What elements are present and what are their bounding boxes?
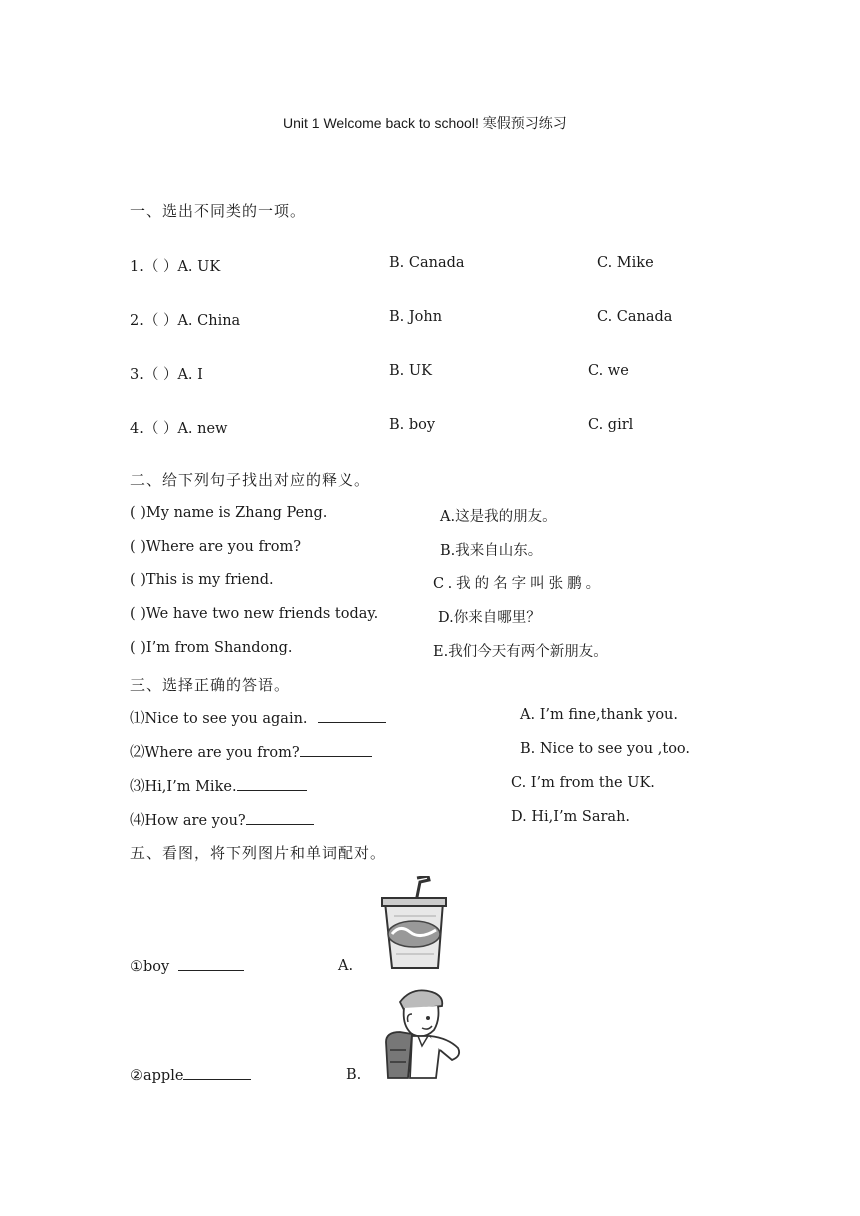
s2-row2-en: ( )Where are you from?	[130, 539, 302, 555]
s2-row4-cn: D.你来自哪里？	[438, 610, 541, 626]
answer-blank[interactable]	[237, 778, 307, 791]
s3-q1	[130, 707, 386, 728]
s2-row3-en: ( )This is my friend.	[130, 572, 274, 588]
s3-q1-text: ⑴Nice to see you again.	[130, 711, 308, 727]
s1-q1-a: 1.（ ）A. UK	[130, 259, 221, 275]
section2-heading: 二、给下列句子找出对应的释义。	[130, 471, 371, 489]
page-title: Unit 1 Welcome back to school! 寒假预习练习	[283, 115, 567, 131]
s3-a3: C. I’m from the UK.	[511, 775, 655, 791]
s3-q2	[130, 741, 372, 762]
s3-q2-text: ⑵Where are you from?	[130, 745, 300, 761]
s2-row3-cn: C.我的名字叫张鹏。	[433, 576, 605, 592]
cola-cup-picture	[380, 876, 450, 970]
answer-blank[interactable]	[300, 744, 372, 757]
s1-q2-b: B. John	[389, 309, 443, 325]
s3-a2: B. Nice to see you ,too.	[520, 741, 691, 757]
answer-blank[interactable]	[246, 812, 314, 825]
s3-q3	[130, 775, 307, 796]
s1-q4-c: C. girl	[588, 417, 634, 433]
s3-a4: D. Hi,I’m Sarah.	[511, 809, 631, 825]
s1-q1-c: C. Mike	[597, 255, 654, 271]
s2-row4-en: ( )We have two new friends today.	[130, 606, 379, 622]
section5-heading: 五、看图，将下列图片和单词配对。	[130, 844, 387, 862]
s1-q2-a: 2.（ ）A. China	[130, 313, 241, 329]
s5-item1-word: ①boy	[130, 959, 170, 975]
s3-q4-text: ⑷How are you?	[130, 813, 246, 829]
s5-item2	[130, 1067, 251, 1084]
s3-q3-text: ⑶Hi,I’m Mike.	[130, 779, 237, 795]
answer-blank[interactable]	[318, 710, 386, 723]
s5-item1-letter: A.	[338, 958, 354, 974]
s5-item1	[130, 958, 244, 975]
s1-q4-a: 4.（ ）A. new	[130, 421, 228, 437]
s5-item2-letter: B.	[346, 1067, 362, 1083]
answer-blank[interactable]	[183, 1067, 251, 1080]
boy-with-backpack-picture	[382, 984, 466, 1080]
section3-heading: 三、选择正确的答语。	[130, 676, 291, 694]
s1-q3-b: B. UK	[389, 363, 432, 379]
s2-row5-en: ( )I’m from Shandong.	[130, 640, 293, 656]
s1-q3-a: 3.（ ）A. I	[130, 367, 203, 383]
s1-q4-b: B. boy	[389, 417, 436, 433]
s1-q2-c: C. Canada	[597, 309, 673, 325]
s3-a1: A. I’m fine,thank you.	[520, 707, 678, 723]
s1-q1-b: B. Canada	[389, 255, 465, 271]
s2-row1-cn: A.这是我的朋友。	[440, 509, 557, 525]
s1-q3-c: C. we	[588, 363, 629, 379]
s2-row5-cn: E.我们今天有两个新朋友。	[433, 644, 608, 660]
answer-blank[interactable]	[178, 958, 244, 971]
s2-row2-cn: B.我来自山东。	[440, 543, 543, 559]
s2-row1-en: ( )My name is Zhang Peng.	[130, 505, 328, 521]
s3-q4	[130, 809, 314, 830]
section1-heading: 一、选出不同类的一项。	[130, 202, 307, 220]
s5-item2-word: ②apple	[130, 1068, 184, 1084]
